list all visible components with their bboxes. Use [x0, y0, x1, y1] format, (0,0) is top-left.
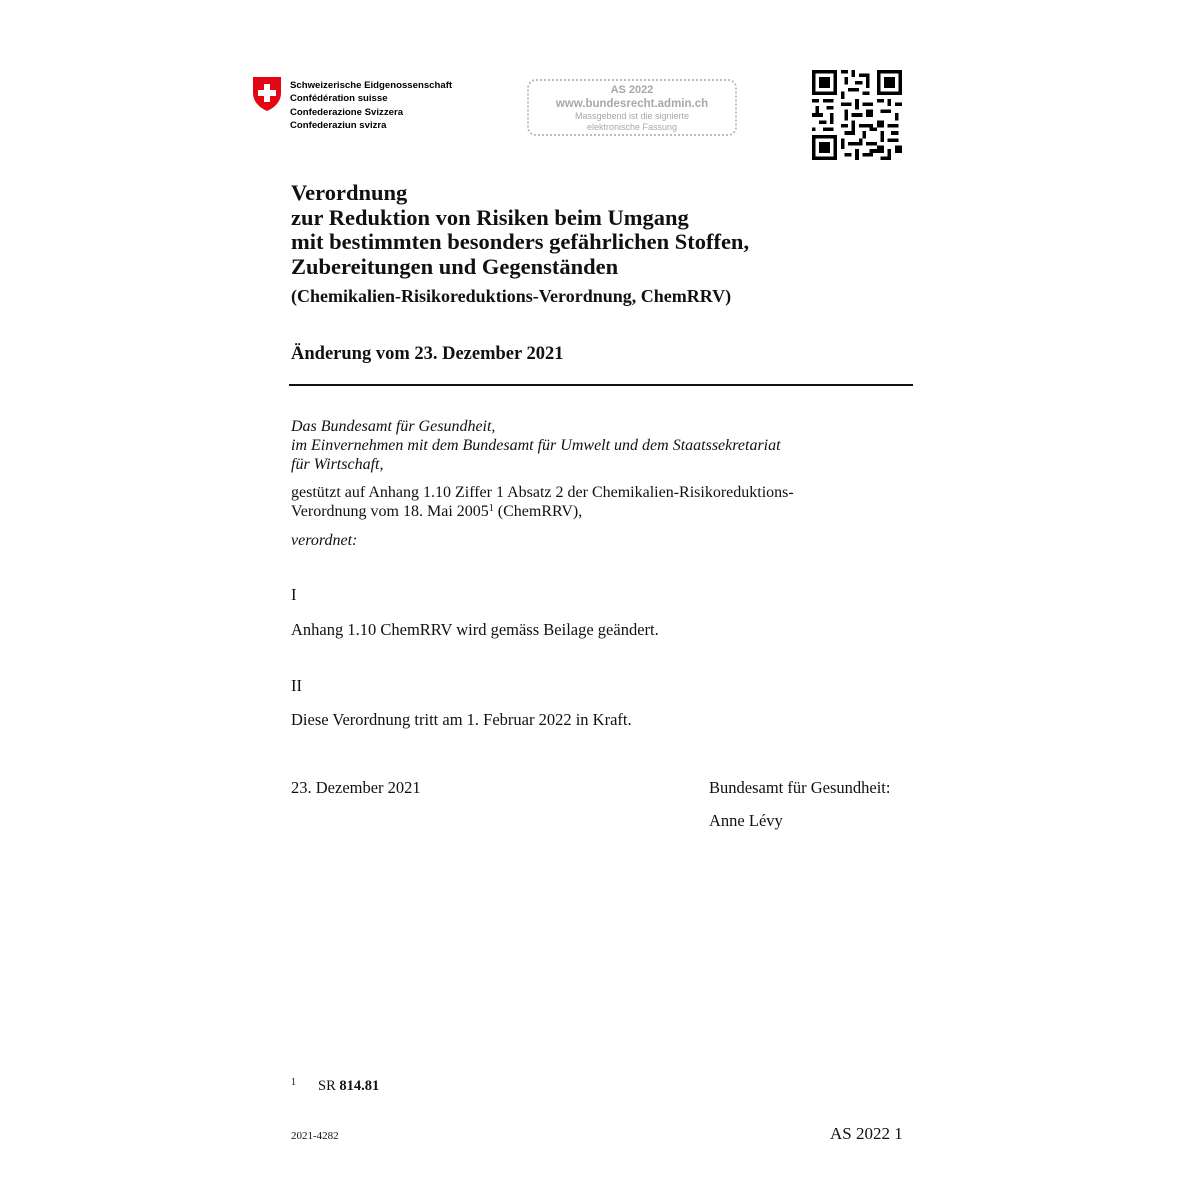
title-line: zur Reduktion von Risiken beim Umgang — [291, 204, 689, 230]
title-line: Verordnung — [291, 180, 408, 205]
section-numeral-ii: II — [291, 676, 302, 695]
federation-name-de: Schweizerische Eidgenossenschaft — [290, 80, 453, 91]
section-text-ii: Diese Verordnung tritt am 1. Februar 2022 in Kraft. — [291, 710, 632, 729]
stamp-note-1: Massgebend ist die signierte — [574, 111, 690, 121]
preamble-line: für Wirtschaft, — [291, 456, 384, 473]
title-divider — [289, 384, 913, 386]
footnote-prefix: SR — [318, 1078, 340, 1094]
document-id: 2021-4282 — [291, 1130, 339, 1142]
preamble-line: Das Bundesamt für Gesundheit, — [291, 418, 496, 435]
official-page-reference: AS 2022 1 — [830, 1124, 903, 1143]
legal-basis-text: (ChemRRV), — [493, 503, 583, 520]
stamp-note-2: elektronische Fassung — [586, 121, 678, 132]
title-line: mit bestimmten besonders gefährlichen Stoffen, — [291, 229, 750, 254]
signature-date: 23. Dezember 2021 — [291, 778, 421, 797]
document-short-title: (Chemikalien-Risikoreduktions-Verordnung, ChemRRV) — [291, 286, 732, 306]
footnote — [291, 1078, 379, 1095]
federation-names — [290, 79, 452, 133]
footnote-sr-number[interactable]: 814.81 — [339, 1078, 380, 1094]
legal-basis-line: gestützt auf Anhang 1.10 Ziffer 1 Absatz 2 der Chemikalien-Risikoreduktions- — [291, 484, 794, 501]
swiss-coat-of-arms-icon — [252, 76, 282, 112]
federation-name-rm: Confederaziun svizra — [290, 120, 387, 132]
federation-name-fr: Confédération suisse — [290, 93, 388, 105]
amendment-date: Änderung vom 23. Dezember 2021 — [291, 344, 564, 364]
official-stamp — [527, 79, 737, 136]
legal-basis-line — [291, 502, 794, 521]
stamp-collection: AS 2022 — [610, 84, 654, 96]
enacting-formula: verordnet: — [291, 532, 358, 549]
document-title — [291, 181, 749, 279]
preamble-line: im Einvernehmen mit dem Bundesamt für Umwelt und dem Staatssekretariat — [291, 437, 781, 454]
qr-code-icon — [812, 70, 902, 160]
title-line: Zubereitungen und Gegenständen — [291, 253, 619, 279]
preamble-legal-basis — [291, 483, 794, 521]
federation-name-it: Confederazione Svizzera — [290, 106, 404, 118]
stamp-url[interactable]: www.bundesrecht.admin.ch — [555, 98, 709, 110]
section-text-i: Anhang 1.10 ChemRRV wird gemäss Beilage geändert. — [291, 620, 659, 639]
preamble-authority — [291, 417, 781, 474]
signature-office: Bundesamt für Gesundheit: — [709, 778, 891, 797]
legal-basis-text: Verordnung vom 18. Mai 2005 — [291, 503, 489, 520]
footnote-reference[interactable]: 1 — [488, 503, 494, 514]
section-numeral-i: I — [291, 585, 297, 604]
signature-name: Anne Lévy — [709, 811, 783, 830]
footnote-number: 1 — [291, 1077, 296, 1088]
